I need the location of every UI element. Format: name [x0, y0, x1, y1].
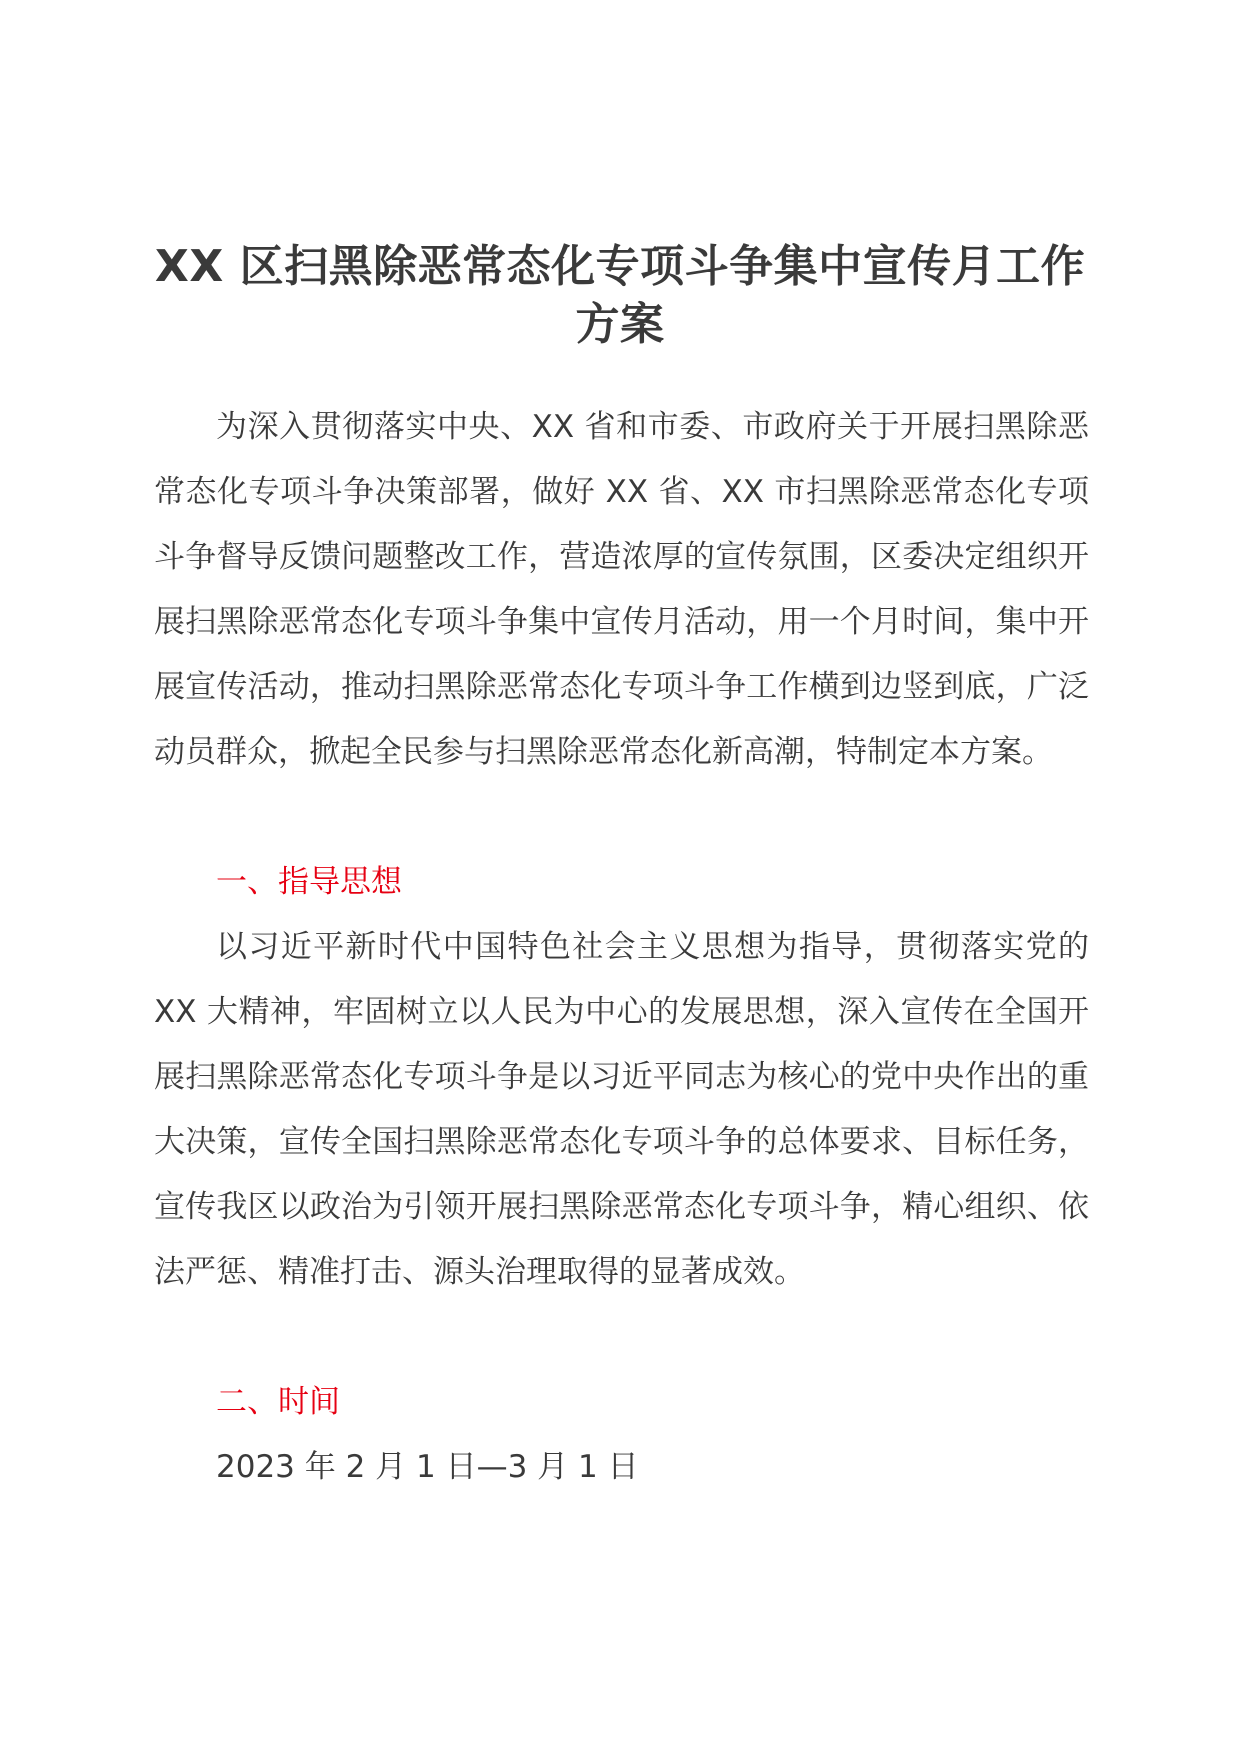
section-body-guiding-thought: 以习近平新时代中国特色社会主义思想为指导，贯彻落实党的 XX 大精神，牢固树立以人民为中心的发展思想，深入宣传在全国开展扫黑除恶常态化专项斗争是以习近平同志为核心的党中央作出的重大决策，宣传全国扫黑除恶常态化专项斗争的总体要求、目标任务，宣传我区以政治为引领开展扫黑除恶常态化专项斗争，精心组织、依法严惩、精准打击、源头治理取得的显著成效。 [154, 929, 1089, 1290]
section-heading-guiding-thought: 一、指导思想 [216, 864, 402, 900]
section-body-time: 2023 年 2 月 1 日—3 月 1 日 [216, 1449, 639, 1485]
section-heading-time: 二、时间 [216, 1384, 340, 1420]
document-title: XX 区扫黑除恶常态化专项斗争集中宣传月工作方案 [154, 241, 1086, 350]
intro-paragraph: 为深入贯彻落实中央、XX 省和市委、市政府关于开展扫黑除恶常态化专项斗争决策部署，做好 XX 省、XX 市扫黑除恶常态化专项斗争督导反馈问题整改工作，营造浓厚的宣传氛围，区委决定组织开展扫黑除恶常态化专项斗争集中宣传月活动，用一个月时间，集中开展宣传活动，推动扫黑除恶常态化专项斗争工作横到边竖到底，广泛动员群众，掀起全民参与扫黑除恶常态化新高潮，特制定本方案。 [154, 409, 1089, 770]
